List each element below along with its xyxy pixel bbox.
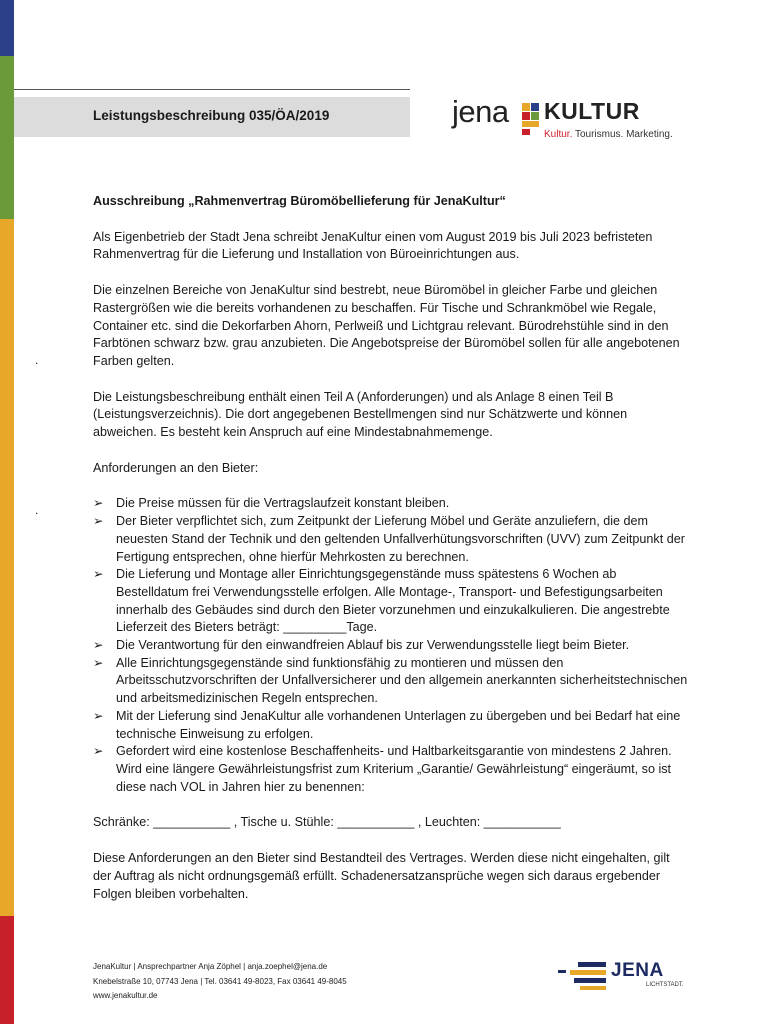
logo-jena-text: jena xyxy=(452,94,509,129)
list-item: ➢ Die Verantwortung für den einwandfreien Ablauf bis zur Verwendungsstelle liegt beim Bieter. xyxy=(93,637,688,655)
list-item: ➢ Die Preise müssen für die Vertragslaufzeit konstant bleiben. xyxy=(93,495,688,513)
footer-contact-line: JenaKultur | Ansprechpartner Anja Zöphel | anja.zoephel@jena.de xyxy=(93,962,328,971)
list-item: ➢ Gefordert wird eine kostenlose Beschaffenheits- und Haltbarkeitsgarantie von mindestens 2 Jahren. Wird eine längere Gewährleistungsfrist zum Kriterium „Garantie/ Gewährleistung“ eingeräumt, so ist diese nach VOL in Jahren hier zu benennen: xyxy=(93,744,672,794)
color-stripe-green xyxy=(0,56,14,219)
arrow-bullet-icon: ➢ xyxy=(93,708,104,723)
arrow-bullet-icon: ➢ xyxy=(93,567,104,582)
margin-mark: . xyxy=(35,503,39,517)
footer-contact xyxy=(93,960,347,1004)
closing-paragraph: Diese Anforderungen an den Bieter sind Bestandteil des Vertrages. Werden diese nicht eingehalten, gilt der Auftrag als nicht ordnungsgemäß erfüllt. Schadenersatzansprüche wegen sich daraus ergebender Folgen bleiben vorbehalten. xyxy=(93,851,670,901)
warranty-fill-in-line: Schränke: ___________ , Tische u. Stühle: ___________ , Leuchten: ___________ xyxy=(93,815,561,830)
jena-stripes-icon xyxy=(556,962,608,992)
jenakultur-logo xyxy=(452,94,692,148)
intro-paragraph: Als Eigenbetrieb der Stadt Jena schreibt JenaKultur einen vom August 2019 bis Juli 2023 befristeten Rahmenvertrag für die Lieferung und Installation von Büroeinrichtungen aus. xyxy=(93,229,653,262)
header-rule xyxy=(14,89,410,90)
list-item: ➢ Der Bieter verpflichtet sich, zum Zeitpunkt der Lieferung Möbel und Geräte anzuliefern, die dem neuesten Stand der Technik und den geltenden Unfallverhütungsvorschriften (UVV) zum Zeitpunkt der Fertigung entsprechen, ohne hierfür Mehrkosten zu berechnen. xyxy=(93,514,685,564)
jena-lichtstadt-logo xyxy=(556,958,686,994)
subject-line: Ausschreibung „Rahmenvertrag Büromöbellieferung für JenaKultur“ xyxy=(93,194,506,208)
list-item: ➢ Alle Einrichtungsgegenstände sind funktionsfähig zu montieren und müssen den Arbeitsschutzvorschriften der Unfallversicherer und den allgemein anerkannten sicherheitstechnischen und arbeitsmedizinischen Regeln entsprechen. xyxy=(93,655,688,706)
margin-mark: . xyxy=(35,353,39,367)
arrow-bullet-icon: ➢ xyxy=(93,655,104,670)
footer-address-line: Knebelstraße 10, 07743 Jena | Tel. 03641 49-8023, Fax 03641 49-8045 xyxy=(93,976,347,986)
service-description-paragraph: Die Leistungsbeschreibung enthält einen Teil A (Anforderungen) und als Anlage 8 einen Teil B (Leistungsverzeichnis). Die dort angegebenen Bestellmengen sind nur Schätzwerte und können abweichen. Es besteht kein Anspruch auf eine Mindestabnahmemenge. xyxy=(93,389,628,440)
logo-kultur-text: KULTUR xyxy=(544,98,640,124)
logo-squares-icon xyxy=(520,101,540,137)
arrow-bullet-icon: ➢ xyxy=(93,744,104,759)
color-stripe-blue xyxy=(0,0,14,56)
document-title: Leistungsbeschreibung 035/ÖA/2019 xyxy=(93,108,330,123)
arrow-bullet-icon: ➢ xyxy=(93,514,104,529)
list-item: ➢ Die Lieferung und Montage aller Einrichtungsgegenstände muss spätestens 6 Wochen ab Bestelldatum frei Verwendungsstelle erfolgen. Alle Montage-, Transport- und Befestigungsarbeiten innerhalb des Gebäudes sind durch den Bieter vorzunehmen und einzukalkulieren. Die angestrebte Lieferzeit des Bieters beträgt: _________Tage. xyxy=(93,567,670,635)
logo-tagline: Kultur. Tourismus. Marketing. xyxy=(544,129,673,140)
footer-website-link[interactable]: www.jenakultur.de xyxy=(93,991,158,1000)
jena-wordmark: JENA xyxy=(611,960,664,981)
color-stripe-red xyxy=(0,916,14,1024)
office-furniture-paragraph: Die einzelnen Bereiche von JenaKultur sind bestrebt, neue Büromöbel in gleicher Farbe und gleichen Rastergrößen wie die bereits vorhandenen zu beschaffen. Für Tische und Schrankmöbel wie Regale, Container etc. sind die Dekorfarben Ahorn, Perlweiß und Lichtgrau relevant. Bürodrehstühle sind in den Farbtönen schwarz bzw. grau anzubieten. Die Angebotspreise der Büromöbel sollen für alle angebotenen Farben gelten. xyxy=(93,283,680,368)
requirements-list xyxy=(93,495,688,796)
lichtstadt-text: LICHTSTADT. xyxy=(646,982,684,988)
list-item: ➢ Mit der Lieferung sind JenaKultur alle vorhandenen Unterlagen zu übergeben und bei Bedarf hat eine technische Einweisung zu erfolgen. xyxy=(93,708,681,741)
arrow-bullet-icon: ➢ xyxy=(93,638,104,653)
color-stripe-yellow xyxy=(0,219,14,916)
arrow-bullet-icon: ➢ xyxy=(93,496,104,511)
requirements-heading: Anforderungen an den Bieter: xyxy=(93,460,259,475)
document-body xyxy=(93,193,688,903)
